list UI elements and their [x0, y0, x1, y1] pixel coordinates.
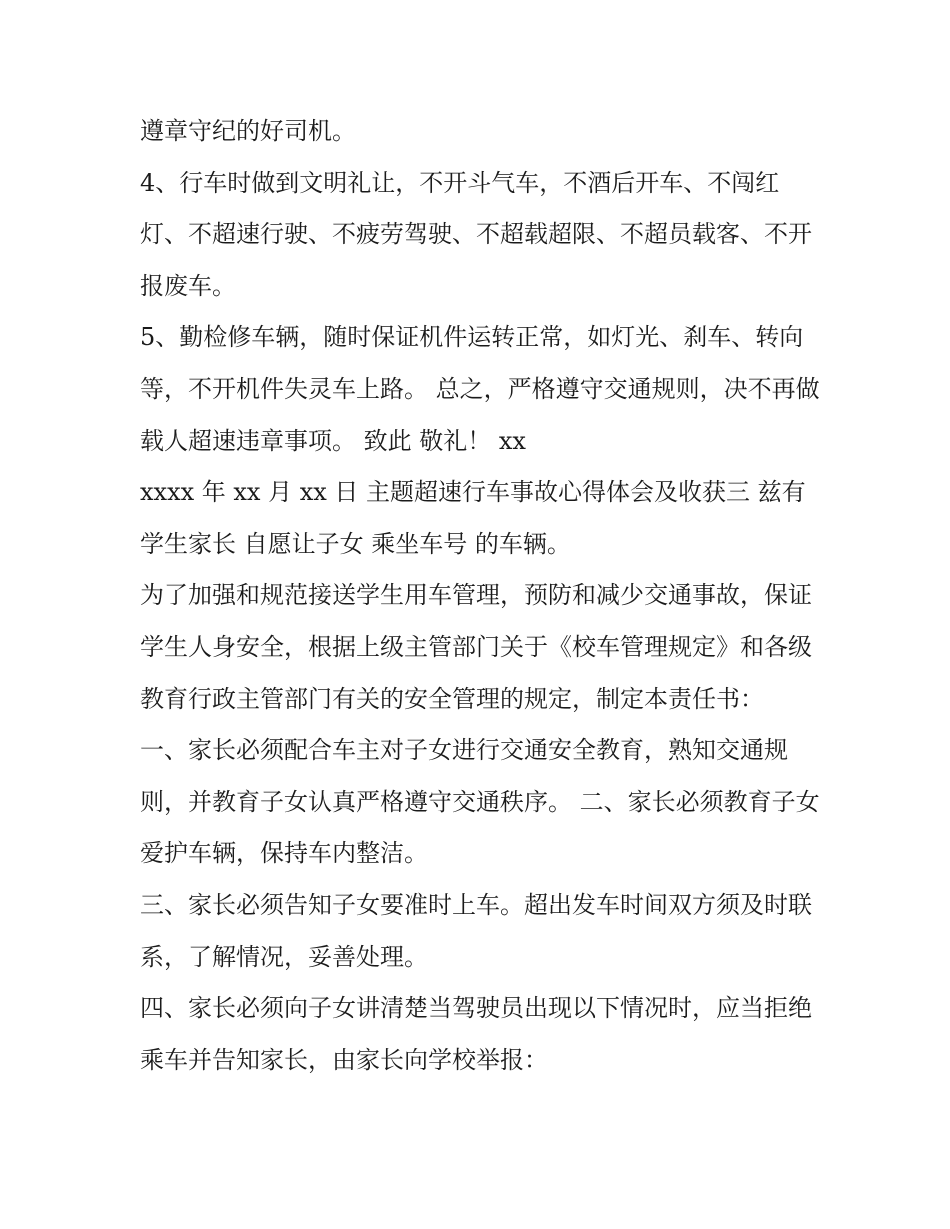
paragraph-date-and-intro: xxxx 年 xx 月 xx 日 主题超速行车事故心得体会及收获三 兹有学生家长 自愿让子女 乘坐车号 的车辆。: [140, 478, 806, 558]
paragraph-item-5: 5、勤检修车辆，随时保证机件运转正常，如灯光、刹车、转向等，不开机件失灵车上路。 总之，严格遵守交通规则，决不再做载人超速违章事项。 致此 敬礼！ xx: [140, 323, 820, 455]
document-body: [140, 106, 820, 1086]
paragraph-clause-4: 四、家长必须向子女讲清楚当驾驶员出现以下情况时，应当拒绝乘车并告知家长，由家长向学校举报：: [140, 994, 812, 1074]
paragraph-item-4: 4、行车时做到文明礼让，不开斗气车，不酒后开车、不闯红灯、不超速行驶、不疲劳驾驶、不超载超限、不超员载客、不开报废车。: [140, 168, 812, 300]
paragraph-clause-1-2: 一、家长必须配合车主对子女进行交通安全教育，熟知交通规则，并教育子女认真严格遵守交通秩序。 二、家长必须教育子女爱护车辆，保持车内整洁。: [140, 736, 820, 868]
paragraph-clause-3: 三、家长必须告知子女要准时上车。超出发车时间双方须及时联系，了解情况，妥善处理。: [140, 890, 812, 971]
paragraph-purpose: 为了加强和规范接送学生用车管理，预防和减少交通事故，保证学生人身安全，根据上级主管部门关于《校车管理规定》和各级教育行政主管部门有关的安全管理的规定，制定本责任书：: [140, 581, 812, 713]
paragraph-closing-line: 遵章守纪的好司机。: [140, 117, 356, 145]
